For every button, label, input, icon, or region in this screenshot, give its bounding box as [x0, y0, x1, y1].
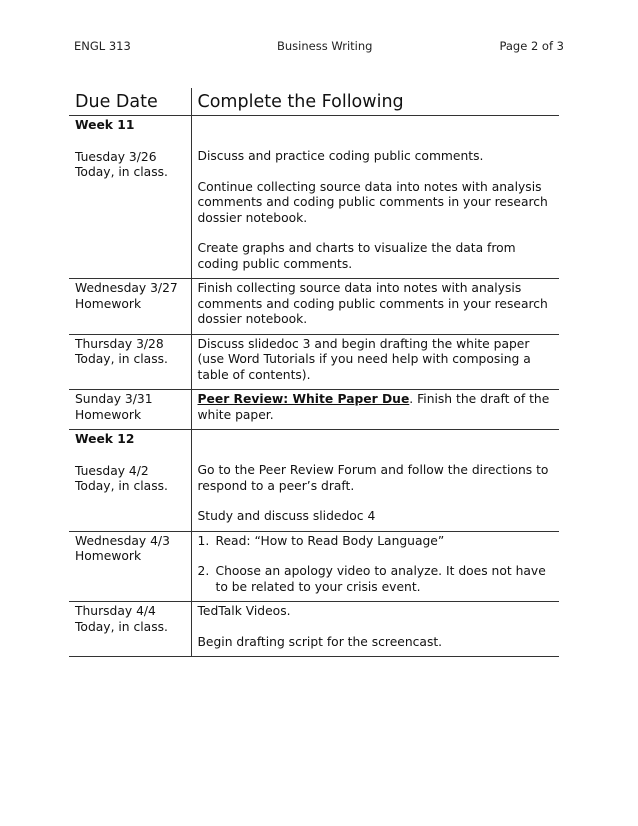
task-cell: [191, 430, 559, 532]
page-header: [74, 39, 564, 55]
date-type: Today, in class.: [75, 165, 168, 179]
date-type: Homework: [75, 296, 142, 311]
task-cell: [191, 531, 559, 602]
date-type: Homework: [75, 549, 142, 563]
schedule-table: [69, 88, 559, 657]
task-cell: [191, 390, 559, 430]
date-cell: [69, 430, 191, 532]
table-row: [69, 116, 559, 279]
table-row: [69, 430, 559, 532]
date-cell: [69, 279, 191, 335]
task-text: Discuss and practice coding public comments.: [197, 149, 484, 163]
table-row: [69, 334, 559, 390]
date-type: Today, in class.: [75, 479, 168, 493]
list-number: 2.: [197, 564, 210, 578]
date-day: Wednesday 4/3: [75, 533, 170, 548]
task-list: [198, 534, 554, 596]
course-code: ENGL 313: [74, 39, 131, 53]
table-row: [69, 279, 559, 335]
task-text: . Finish the draft of the white paper.: [197, 392, 550, 422]
list-item-text: Read: “How to Read Body Language”: [215, 533, 445, 548]
date-day: Thursday 3/28: [75, 336, 164, 351]
list-item: [198, 534, 554, 550]
date-day: Thursday 4/4: [75, 604, 156, 618]
task-text: TedTalk Videos.: [197, 604, 291, 618]
date-day: Tuesday 4/2: [75, 463, 149, 478]
page-number: Page 2 of 3: [499, 39, 564, 53]
task-cell: [191, 334, 559, 390]
list-item: [198, 564, 554, 595]
task-cell: [191, 602, 559, 657]
date-cell: [69, 390, 191, 430]
table-row: [69, 602, 559, 657]
document-title: Business Writing: [277, 39, 373, 53]
date-type: Today, in class.: [75, 352, 168, 366]
date-cell: [69, 334, 191, 390]
task-text: Go to the Peer Review Forum and follow the directions to respond to a peer’s draft.: [197, 463, 549, 493]
list-item-text: Choose an apology video to analyze. It does not have to be related to your crisis event.: [215, 564, 546, 594]
date-day: Sunday 3/31: [75, 392, 153, 406]
week-label: Week 12: [75, 432, 135, 446]
task-text: Study and discuss slidedoc 4: [197, 509, 376, 523]
table-header-row: [69, 88, 559, 116]
date-day: Wednesday 3/27: [75, 281, 178, 295]
task-cell: [191, 116, 559, 279]
task-cell: [191, 279, 559, 335]
date-cell: [69, 116, 191, 279]
week-label: Week 11: [75, 118, 135, 132]
date-cell: [69, 531, 191, 602]
peer-review-due-label: Peer Review: White Paper Due: [197, 392, 410, 406]
list-number: 1.: [197, 533, 210, 548]
table-row: [69, 531, 559, 602]
date-type: Homework: [75, 407, 142, 422]
date-type: Today, in class.: [75, 619, 168, 634]
task-text: Discuss slidedoc 3 and begin drafting the white paper (use Word Tutorials if you need help with composing a table of contents).: [197, 336, 531, 382]
task-text: Create graphs and charts to visualize the data from coding public comments.: [197, 241, 516, 271]
date-cell: [69, 602, 191, 657]
date-day: Tuesday 3/26: [75, 149, 157, 164]
task-text: Continue collecting source data into notes with analysis comments and coding public comments in your research dossier notebook.: [197, 179, 548, 225]
task-text: Begin drafting script for the screencast.: [197, 634, 443, 649]
task-text: Finish collecting source data into notes with analysis comments and coding public comments in your research dossier notebook.: [197, 281, 548, 326]
column-header-complete: Complete the Following: [191, 88, 559, 116]
table-row: [69, 390, 559, 430]
column-header-due-date: Due Date: [69, 88, 191, 116]
